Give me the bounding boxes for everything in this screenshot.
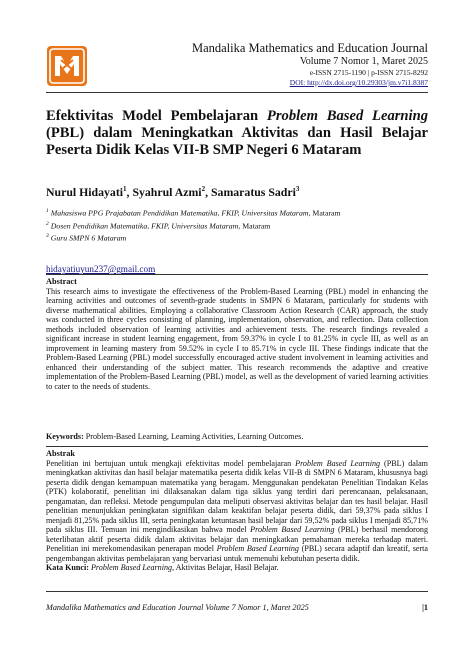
abstrak-heading: Abstrak xyxy=(46,449,76,458)
affiliation-line xyxy=(46,206,436,219)
author-sep: , xyxy=(205,185,211,199)
author-email-link[interactable]: hidayatiuyun237@gmail.com xyxy=(46,264,156,274)
title-italic: Problem Based Learning xyxy=(266,108,429,124)
author-sup: 3 xyxy=(295,185,300,194)
abstrak-s3: (PBL) berhasil mendorong keterlibatan aktif peserta didik dalam aktivitas belajar dan meningkatkan pemahaman mereka terhadap materi. Penelitian ini merekomendasikan penerapan model xyxy=(46,525,428,553)
affiliation-sup: 3 xyxy=(46,233,49,240)
abstrak-s2-italic: Problem Based Learning xyxy=(250,525,335,534)
title-part1: Efektivitas Model Pembelajaran xyxy=(46,108,267,124)
kata-kunci-rest: , Aktivitas Belajar, Hasil Belajar. xyxy=(172,563,279,572)
author-sup: 2 xyxy=(201,185,206,194)
abstract-divider xyxy=(46,274,428,275)
footer-bar: | xyxy=(422,603,424,612)
affiliation-place: Mataram xyxy=(312,208,341,218)
footer-page: 1 xyxy=(423,603,428,612)
abstrak-section xyxy=(46,446,428,573)
abstract-text: This research aims to investigate the effectiveness of the Problem-Based Learning (PBL) model in enhancing the learning activities and outcomes of seventh-grade students in SMPN 6 Mataram, particularly for students with diverse mathematical abilities. Employing a collaborative Classroom Action Research (CAR) approach, the study was conducted in three cycles consisting of planning, implementation, observation, and reflection. Data collection methods included observation of learning activities and achievement tests. The research findings revealed a significant increase in student learning engagement, from 59.37% in cycle I to 81.25% in cycle III, as well as an improvement in learning mastery from 59.52% in cycle I to 85.71% in cycle III. These findings indicate that the Problem-Based Learning (PBL) model successfully encouraged active student involvement in learning activities and enhanced their understanding of the subject matter. This research recommends the adaptive and creative implementation of the Problem-Based Learning (PBL) model, as well as the development of varied learning activities to cater to the needs of students. xyxy=(46,286,428,392)
keywords-line xyxy=(46,432,428,442)
author-sep: , xyxy=(126,185,133,199)
journal-logo xyxy=(47,46,87,86)
abstrak-s1: Penelitian ini bertujuan untuk mengkaji efektivitas model pembelajaran xyxy=(46,458,296,468)
page-number xyxy=(422,603,428,612)
author-list xyxy=(46,185,299,200)
header-divider xyxy=(46,92,428,93)
journal-name: Mandalika Mathematics and Education Journal xyxy=(191,41,428,55)
keywords-text: Problem-Based Learning, Learning Activities, Learning Outcomes. xyxy=(83,432,304,441)
abstrak-s1-italic: Problem Based Learning xyxy=(295,458,381,468)
abstract-heading: Abstract xyxy=(46,277,77,286)
journal-issn: e-ISSN 2715-1190 | p-ISSN 2715-8292 xyxy=(309,68,428,77)
journal-doi-link[interactable]: DOI: http://dx.doi.org/10.29303/jm.v7i1.8387 xyxy=(289,78,428,87)
affiliation-place: Mataram xyxy=(242,221,271,231)
abstrak-text xyxy=(46,459,428,564)
kata-kunci-italic: Problem Based Learning xyxy=(90,563,173,572)
author-name: Nurul Hidayati xyxy=(46,185,124,199)
journal-header xyxy=(98,41,428,88)
abstrak-divider xyxy=(46,446,428,447)
abstrak-s4: (PBL) secara adaptif dan kreatif, serta pengembangan aktivitas pembelajaran yang bervariasi untuk memenuhi kebutuhan peserta didik. xyxy=(46,544,428,563)
page-footer xyxy=(46,603,428,612)
author-sup: 1 xyxy=(123,185,127,194)
keywords-label: Keywords: xyxy=(46,432,84,441)
title-part2: (PBL) dalam Meningkatkan Aktivitas dan Hasil Belajar Peserta Didik Kelas VII-B SMP Negeri 6 Mataram xyxy=(46,125,428,158)
author-name: Syahrul Azmi xyxy=(132,185,202,199)
affiliation-sup: 2 xyxy=(46,220,49,227)
abstrak-s2: (PBL) dalam meningkatkan aktivitas dan hasil belajar matematika peserta didik kelas VII-B di SMPN 6 Mataram, khususnya bagi peserta didik dengan kemampuan matematika yang beragam. Menggunakan pendekatan Penelitian Tindakan Kelas (PTK) kolaboratif, penelitian ini dilaksanakan dalam tiga siklus yang terdiri dari perencanaan, pelaksanaan, pengamatan, dan refleksi. Metode pengumpulan data meliputi observasi aktivitas belajar dan tes hasil belajar. Hasil penelitian menunjukkan peningkatan signifikan dalam keaktifan belajar peserta didik, dari 59,37% pada siklus I menjadi 81,25% pada siklus III, serta peningkatan ketuntasan hasil belajar dari 59,52% pada siklus I menjadi 85,71% pada siklus III. Temuan ini mengindikasikan bahwa model xyxy=(46,458,428,534)
kata-kunci-label: Kata Kunci: xyxy=(46,563,89,572)
affiliation-text: Guru SMPN 6 Mataram xyxy=(48,233,127,243)
abstrak-s3-italic: Problem Based Learning xyxy=(216,544,299,553)
journal-issue: Volume 7 Nomor 1, Maret 2025 xyxy=(299,56,428,67)
kata-kunci-line xyxy=(46,563,428,573)
abstract-section xyxy=(46,274,428,392)
affiliations xyxy=(46,206,436,244)
footer-divider xyxy=(46,591,428,592)
affiliation-text: Mahasiswa PPG Prajabatan Pendidikan Matematika, FKIP, Universitas Mataram, xyxy=(48,208,313,218)
author-name: Samaratus Sadri xyxy=(211,185,296,199)
paper-title xyxy=(46,108,428,159)
footer-journal-text: Mandalika Mathematics and Education Journal Volume 7 Nomor 1, Maret 2025 xyxy=(46,603,309,612)
affiliation-sup: 1 xyxy=(46,208,49,214)
affiliation-text: Dosen Pendidikan Matematika, FKIP, Universitas Mataram, xyxy=(48,221,243,231)
affiliation-line xyxy=(46,231,436,244)
affiliation-line xyxy=(46,219,436,232)
